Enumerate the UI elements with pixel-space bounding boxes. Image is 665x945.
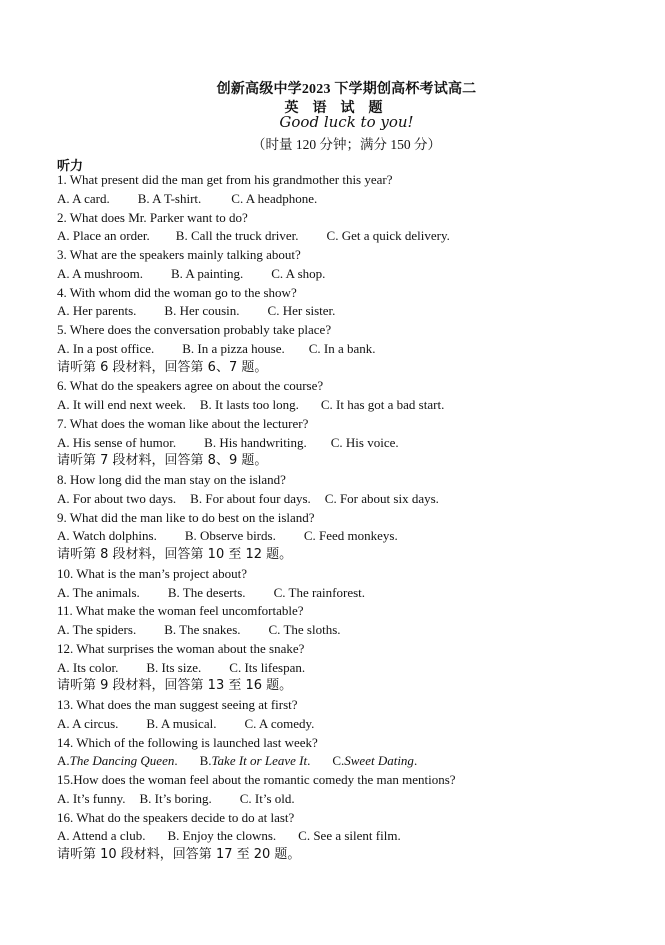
answer-options bbox=[57, 396, 657, 415]
question-text: 7. What does the woman like about the lecturer? bbox=[57, 415, 309, 431]
answer-option: B. The deserts. bbox=[167, 584, 246, 600]
answer-option: B. A painting. bbox=[170, 265, 244, 281]
answer-options bbox=[57, 659, 657, 678]
listening-instruction: 请听第 10 段材料，回答第 17 至 20 题。 bbox=[57, 847, 301, 862]
answer-options bbox=[57, 302, 657, 321]
answer-option: C. The rainforest. bbox=[273, 584, 366, 600]
answer-option: B. His handwriting. bbox=[204, 434, 307, 450]
answer-option: B. It’s boring. bbox=[139, 790, 212, 806]
question-text: 2. What does Mr. Parker want to do? bbox=[57, 209, 248, 225]
question-text: 1. What present did the man get from his grandmother this year? bbox=[57, 172, 393, 187]
answer-option: B. Her cousin. bbox=[164, 303, 240, 319]
answer-option: A. His sense of humor. bbox=[57, 434, 177, 450]
answer-option: B. For about four days. bbox=[190, 490, 311, 506]
question-text: 12. What surprises the woman about the snake? bbox=[57, 640, 305, 656]
question-text: 15.How does the woman feel about the romantic comedy the man mentions? bbox=[57, 772, 456, 787]
answer-option: A. Place an order. bbox=[57, 228, 150, 244]
answer-option: C. The sloths. bbox=[268, 622, 341, 637]
option-title: Sweet Dating bbox=[344, 753, 414, 769]
answer-option: A. For about two days. bbox=[57, 490, 177, 506]
answer-option: A. A mushroom. bbox=[57, 265, 143, 281]
answer-option: A. The spiders. bbox=[57, 622, 137, 637]
answer-option: A. A card. bbox=[57, 190, 110, 206]
option-title: Take It or Leave It bbox=[211, 753, 308, 769]
answer-option: B. Its size. bbox=[146, 659, 202, 675]
question-text: 9. What did the man like to do best on the island? bbox=[57, 509, 315, 525]
answer-option: C. See a silent film. bbox=[298, 828, 401, 844]
question-list bbox=[57, 171, 657, 865]
answer-option: B. Observe birds. bbox=[184, 528, 276, 544]
answer-options bbox=[57, 434, 657, 453]
answer-options bbox=[57, 340, 657, 359]
answer-option: B. Enjoy the clowns. bbox=[167, 828, 277, 844]
question-text: 4. With whom did the woman go to the show? bbox=[57, 284, 297, 300]
answer-options bbox=[57, 584, 657, 603]
answer-option: B. In a pizza house. bbox=[182, 340, 285, 356]
section-heading: 听力 bbox=[57, 159, 84, 174]
answer-option: B. Call the truck driver. bbox=[175, 228, 299, 244]
answer-options bbox=[57, 790, 657, 809]
answer-option: C. His voice. bbox=[330, 434, 399, 450]
question-text: 10. What is the man’s project about? bbox=[57, 565, 248, 581]
answer-option: B. A musical. bbox=[146, 715, 217, 731]
answer-options bbox=[57, 752, 657, 771]
answer-option: C. A headphone. bbox=[231, 190, 318, 206]
answer-option: C. It has got a bad start. bbox=[320, 397, 445, 412]
answer-option: A. It will end next week. bbox=[57, 397, 186, 412]
answer-option: B.Take It or Leave It. bbox=[200, 752, 311, 771]
answer-option: A. In a post office. bbox=[57, 340, 155, 356]
question-text: 14. Which of the following is launched last week? bbox=[57, 734, 318, 750]
question-text: 3. What are the speakers mainly talking about? bbox=[57, 247, 301, 262]
answer-option: C. It’s old. bbox=[239, 790, 295, 806]
answer-option: A. Its color. bbox=[57, 659, 119, 675]
answer-option: C. In a bank. bbox=[308, 340, 376, 356]
answer-option: A. It’s funny. bbox=[57, 790, 126, 806]
listening-instruction: 请听第 6 段材料，回答第 6、7 题。 bbox=[57, 359, 268, 375]
answer-option: B. A T-shirt. bbox=[137, 190, 202, 206]
exam-time-limit: （时量 120 分钟；满分 150 分） bbox=[252, 137, 441, 152]
question-text: 16. What do the speakers decide to do at last? bbox=[57, 809, 295, 825]
answer-option: C. Get a quick delivery. bbox=[326, 228, 450, 244]
question-text: 13. What does the man suggest seeing at first? bbox=[57, 697, 298, 712]
answer-option: B. It lasts too long. bbox=[199, 397, 299, 412]
option-title: The Dancing Queen bbox=[69, 753, 175, 769]
answer-options bbox=[57, 827, 657, 846]
answer-option: A. Attend a club. bbox=[57, 828, 146, 844]
answer-option: C. A comedy. bbox=[244, 715, 315, 731]
answer-option: B. The snakes. bbox=[164, 622, 241, 637]
answer-option: C. Feed monkeys. bbox=[303, 528, 398, 544]
answer-option: A. A circus. bbox=[57, 715, 119, 731]
answer-option: A. Her parents. bbox=[57, 303, 137, 319]
question-text: 11. What make the woman feel uncomfortable? bbox=[57, 603, 304, 619]
answer-options bbox=[57, 490, 657, 509]
answer-option: C.Sweet Dating. bbox=[332, 752, 417, 771]
answer-option: C. For about six days. bbox=[324, 490, 439, 506]
good-luck-line: Good luck to you! bbox=[279, 113, 414, 131]
question-text: 6. What do the speakers agree on about the course? bbox=[57, 378, 324, 394]
answer-options bbox=[57, 190, 657, 209]
listening-instruction: 请听第 9 段材料，回答第 13 至 16 题。 bbox=[57, 678, 293, 694]
answer-option: C. Its lifespan. bbox=[229, 659, 306, 675]
question-text: 8. How long did the man stay on the island? bbox=[57, 472, 286, 487]
exam-title: 创新高级中学2023 下学期创高杯考试高二 bbox=[216, 82, 477, 97]
answer-option: A. Watch dolphins. bbox=[57, 528, 157, 544]
answer-option: C. Her sister. bbox=[267, 303, 336, 319]
answer-options bbox=[57, 265, 657, 284]
answer-options bbox=[57, 527, 657, 546]
listening-instruction: 请听第 8 段材料，回答第 10 至 12 题。 bbox=[57, 547, 293, 562]
answer-option: A.The Dancing Queen. bbox=[57, 752, 178, 771]
answer-options bbox=[57, 715, 657, 734]
listening-instruction: 请听第 7 段材料，回答第 8、9 题。 bbox=[57, 453, 268, 469]
answer-option: A. The animals. bbox=[57, 584, 140, 600]
answer-option: C. A shop. bbox=[271, 265, 326, 281]
exam-subject: 英语试题 bbox=[284, 101, 397, 116]
question-text: 5. Where does the conversation probably take place? bbox=[57, 322, 332, 337]
answer-options bbox=[57, 227, 657, 246]
answer-options bbox=[57, 621, 657, 640]
